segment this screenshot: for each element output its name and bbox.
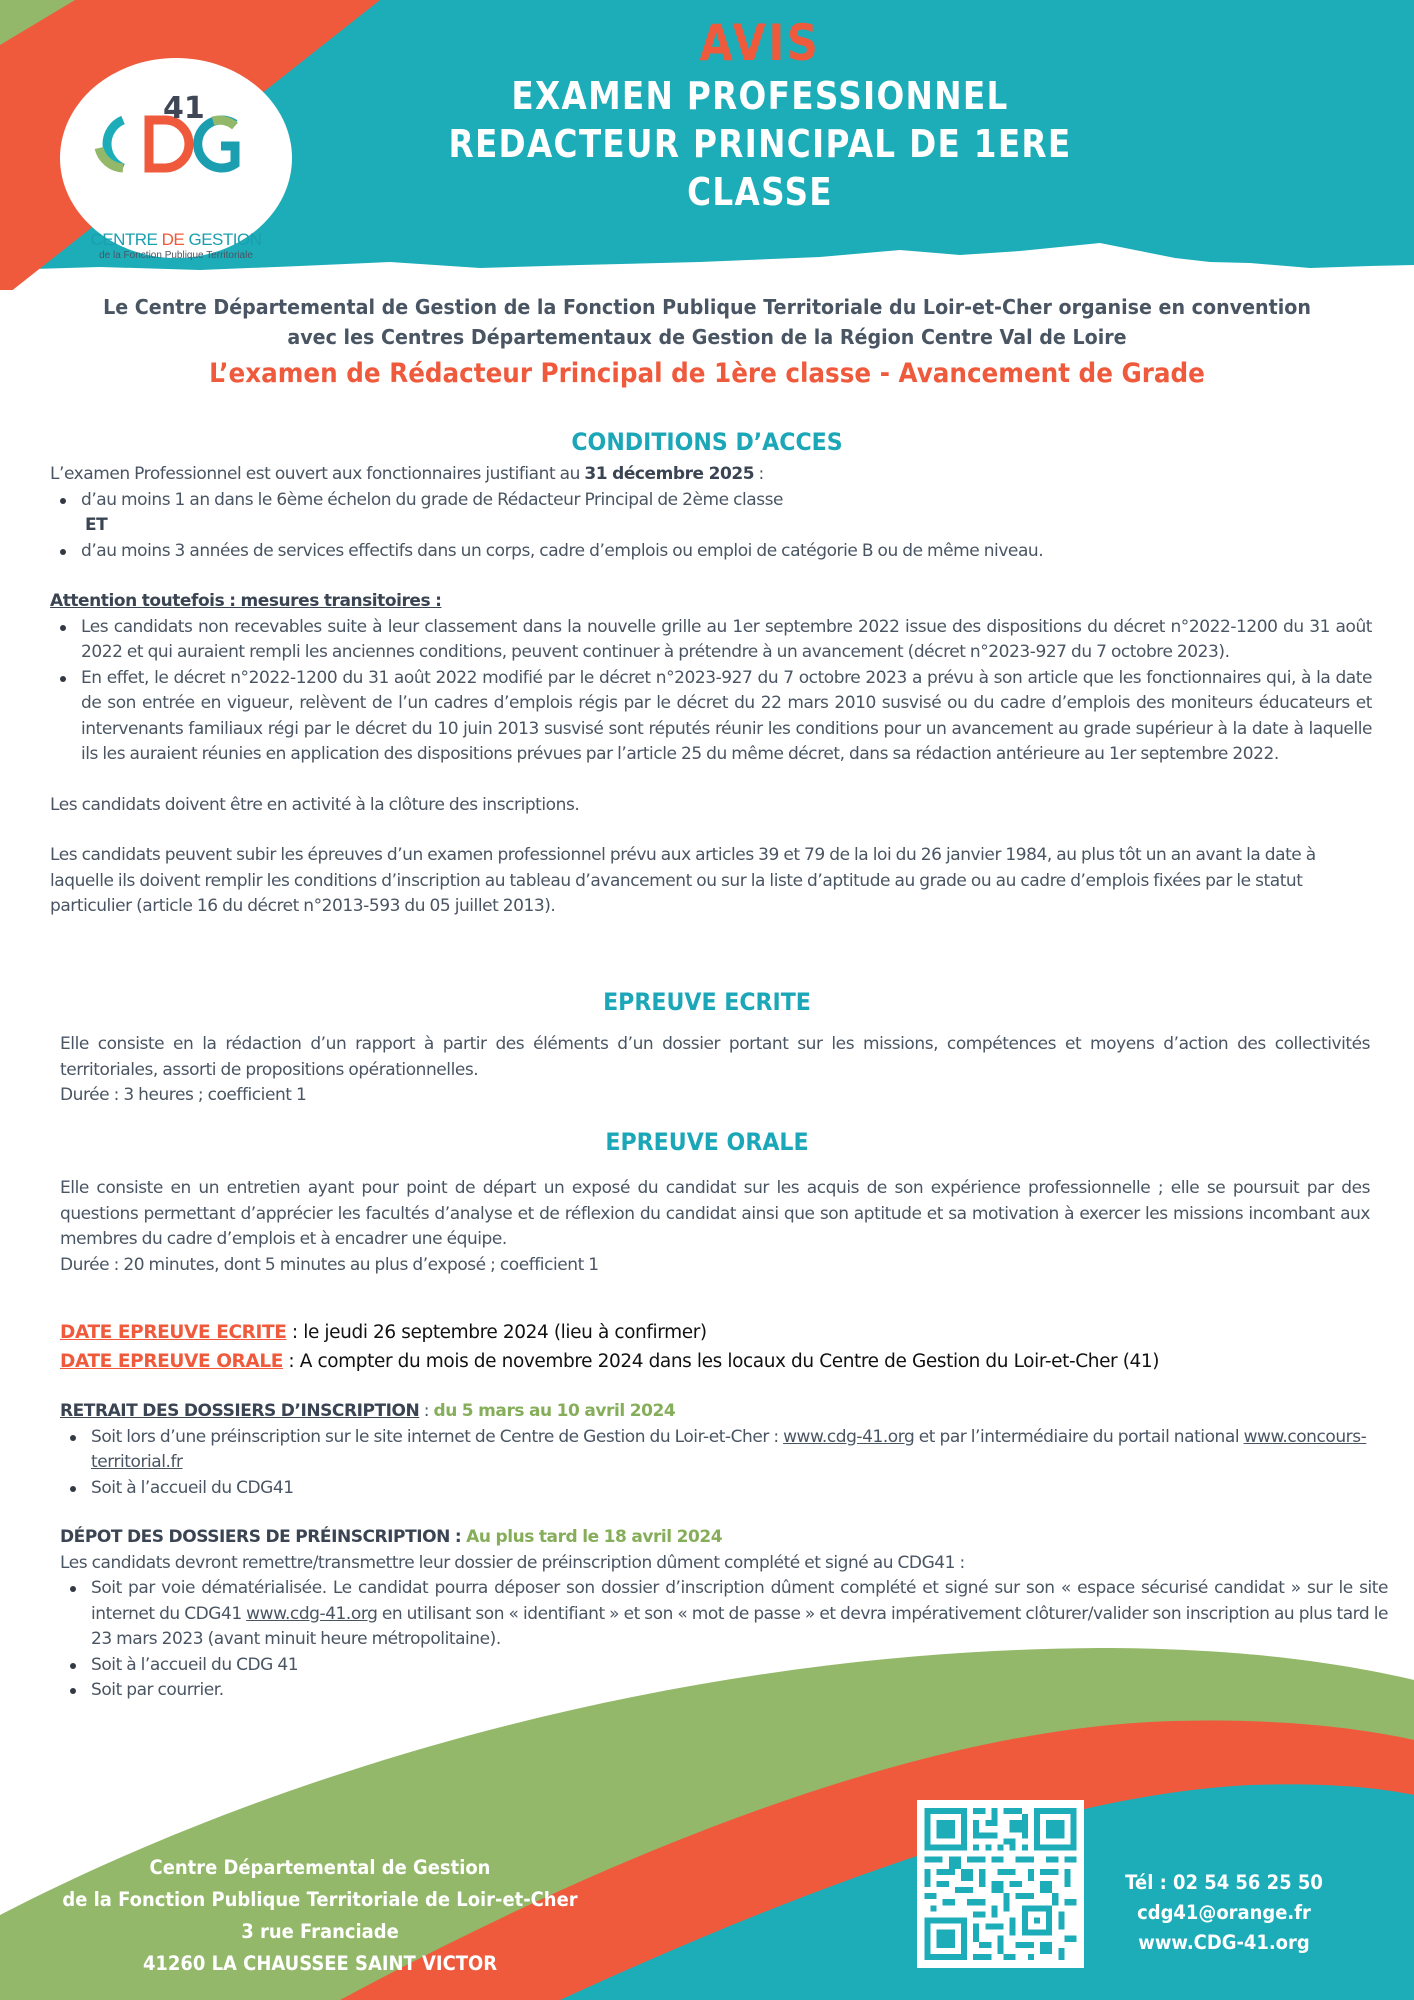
condition-item: d’au moins 1 an dans le 6ème échelon du grade de Rédacteur Principal de 2ème classe bbox=[50, 488, 1390, 514]
exam-title-line-1: EXAMEN PROFESSIONNEL bbox=[511, 74, 1009, 118]
deposit-deadline: Au plus tard le 18 avril 2024 bbox=[461, 1527, 723, 1547]
header-banner bbox=[0, 0, 1414, 290]
oral-exam-duration: Durée : 20 minutes, dont 5 minutes au plus d’exposé ; coefficient 1 bbox=[60, 1254, 599, 1275]
notice-title: AVIS bbox=[699, 14, 821, 72]
written-exam-title: EPREUVE ECRITE bbox=[603, 988, 811, 1016]
phone-number: Tél : 02 54 56 25 50 bbox=[1125, 1871, 1323, 1894]
withdrawal-section bbox=[60, 1399, 1390, 1501]
conditions-list bbox=[50, 488, 1390, 514]
logo-name: CENTRE DE GESTION bbox=[90, 230, 262, 249]
exam-headline: L’examen de Rédacteur Principal de 1ère classe - Avancement de Grade bbox=[209, 358, 1205, 389]
withdrawal-item: Soit à l’accueil du CDG41 bbox=[60, 1476, 1390, 1502]
intro-line-2: avec les Centres Départementaux de Gestion de la Région Centre Val de Loire bbox=[287, 325, 1127, 349]
oral-exam-date bbox=[60, 1347, 1390, 1376]
conditions-lead: L’examen Professionnel est ouvert aux fonctionnaires justifiant au 31 décembre 2025 : bbox=[50, 464, 764, 484]
concours-territorial-link[interactable]: www.concours-territorial.fr bbox=[91, 1426, 1367, 1472]
title-block bbox=[360, 14, 1160, 216]
qr-code-icon[interactable] bbox=[917, 1800, 1084, 1968]
svg-text:41: 41 bbox=[163, 91, 205, 126]
address-line: Centre Départemental de Gestion bbox=[149, 1856, 491, 1879]
footer-contact bbox=[1110, 1868, 1338, 1958]
intro bbox=[40, 292, 1374, 394]
deposit-title: DÉPOT DES DOSSIERS DE PRÉINSCRIPTION : bbox=[60, 1527, 462, 1547]
oral-exam-title: EPREUVE ORALE bbox=[605, 1128, 809, 1156]
withdrawal-period: du 5 mars au 10 avril 2024 bbox=[433, 1401, 676, 1421]
cdg41-website-link[interactable]: www.cdg-41.org bbox=[246, 1603, 378, 1624]
cdg41-logo-icon bbox=[85, 90, 265, 180]
deposit-item: Soit à l’accueil du CDG 41 bbox=[60, 1653, 1388, 1679]
activity-note: Les candidats doivent être en activité à la clôture des inscriptions. bbox=[50, 794, 580, 815]
written-exam-duration: Durée : 3 heures ; coefficient 1 bbox=[60, 1085, 307, 1105]
deposit-lead: Les candidats devront remettre/transmettre leur dossier de préinscription dûment complété et signé au CDG41 : bbox=[60, 1552, 965, 1573]
exam-title-line-3: CLASSE bbox=[687, 170, 833, 214]
logo-badge bbox=[60, 58, 292, 261]
withdrawal-item: Soit lors d’une préinscription sur le site internet de Centre de Gestion du Loir-et-Cher : www.cdg-41.org et par l’intermédiaire du portail national www.concours-territorial.fr bbox=[60, 1425, 1390, 1476]
attention-title: Attention toutefois : mesures transitoires : bbox=[50, 591, 442, 611]
written-date-label: DATE EPREUVE ECRITE bbox=[60, 1322, 287, 1343]
website-url[interactable]: www.CDG-41.org bbox=[1138, 1931, 1310, 1954]
condition-item: d’au moins 3 années de services effectifs dans un corps, cadre d’emplois ou emploi de catégorie B ou de même niveau. bbox=[50, 539, 1390, 565]
transitional-list bbox=[50, 615, 1372, 768]
conditions-title: CONDITIONS D’ACCES bbox=[571, 428, 843, 456]
oral-exam-section bbox=[60, 1176, 1370, 1278]
exam-title-line-2: REDACTEUR PRINCIPAL DE 1ERE bbox=[448, 122, 1072, 166]
email-address[interactable]: cdg41@orange.fr bbox=[1137, 1901, 1311, 1924]
withdrawal-list bbox=[60, 1425, 1390, 1502]
deposit-item: Soit par courrier. bbox=[60, 1678, 1388, 1704]
cdg41-website-link[interactable]: www.cdg-41.org bbox=[783, 1426, 915, 1447]
written-exam-date bbox=[60, 1318, 1390, 1347]
oral-date-label: DATE EPREUVE ORALE bbox=[60, 1351, 283, 1372]
withdrawal-title: RETRAIT DES DOSSIERS D’INSCRIPTION bbox=[60, 1401, 420, 1421]
deposit-item: Soit par voie dématérialisée. Le candidat pourra déposer son dossier d’inscription dûment complété et signé sur son « espace sécurisé candidat » sur le site internet du CDG41 www.cdg-41.org en utilisant son « identifiant » et son « mot de passe » et devra impérativement clôturer/valider son inscription au plus tard le 23 mars 2023 (avant minuit heure métropolitaine). bbox=[60, 1576, 1388, 1653]
deadline-date: 31 décembre 2025 bbox=[584, 464, 755, 484]
deposit-heading bbox=[60, 1525, 1390, 1551]
address-line: de la Fonction Publique Territoriale de Loir-et-Cher bbox=[62, 1888, 578, 1911]
dates-section bbox=[60, 1318, 1390, 1376]
transitional-item: En effet, le décret n°2022-1200 du 31 août 2022 modifié par le décret n°2023-927 du 7 octobre 2023 a prévu à son article que les fonctionnaires qui, à la date de son entrée en vigueur, relèvent de l’un cadres d’emplois régis par le décret du 22 mars 2010 susvisé ou du cadre d’emplois des moniteurs éducateurs et intervenants familiaux régi par le décret du 10 juin 2013 susvisé sont réputés réunir les conditions pour un avancement au grade supérieur à la date à laquelle ils les auraient réunies en application des dispositions prévues par l’article 25 du même décret, dans sa rédaction antérieure au 1er septembre 2022. bbox=[50, 666, 1372, 768]
transitional-item: Les candidats non recevables suite à leur classement dans la nouvelle grille au 1er septembre 2022 issue des dispositions du décret n°2022-1200 du 31 août 2022 et qui auraient rempli les anciennes conditions, peuvent continuer à prétendre à un avancement (décret n°2023-927 du 7 octobre 2023). bbox=[50, 615, 1372, 666]
withdrawal-heading: RETRAIT DES DOSSIERS D’INSCRIPTION : du 5 mars au 10 avril 2024 bbox=[60, 1401, 676, 1421]
and-label: ET bbox=[85, 515, 108, 535]
intro-line-1: Le Centre Départemental de Gestion de la Fonction Publique Territoriale du Loir-et-Cher organise en convention bbox=[103, 295, 1311, 319]
address-line: 41260 LA CHAUSSEE SAINT VICTOR bbox=[142, 1952, 498, 1975]
oral-exam-description: Elle consiste en un entretien ayant pour point de départ un exposé du candidat sur les acquis de son expérience professionnelle ; elle se poursuit par des questions permettant d’apprécier les facultés d’analyse et de réflexion du candidat ainsi que son aptitude et sa motivation à exercer les missions incombant aux membres du cadre d’emplois et à encadrer une équipe. bbox=[60, 1178, 1370, 1249]
logo-subtitle: de la Fonction Publique Territoriale bbox=[99, 250, 253, 261]
written-exam-section bbox=[60, 1032, 1370, 1109]
anticipation-note: Les candidats peuvent subir les épreuves d’un examen professionnel prévu aux articles 39 et 79 de la loi du 26 janvier 1984, au plus tôt un an avant la date à laquelle ils doivent remplir les conditions d’inscription au tableau d’avancement ou sur la liste d’aptitude au grade ou au cadre d’emplois fixées par le statut particulier (article 16 du décret n°2013-593 du 05 juillet 2013). bbox=[50, 845, 1316, 916]
qr-code-pattern bbox=[924, 1808, 1077, 1960]
written-date-value: : le jeudi 26 septembre 2024 (lieu à confirmer) bbox=[286, 1322, 707, 1343]
oral-date-value: : A compter du mois de novembre 2024 dans les locaux du Centre de Gestion du Loir-et-Cher (41) bbox=[282, 1351, 1160, 1372]
conditions-section bbox=[50, 462, 1390, 920]
footer-address bbox=[44, 1852, 596, 1980]
conditions-list-2 bbox=[50, 539, 1390, 565]
written-exam-description: Elle consiste en la rédaction d’un rapport à partir des éléments d’un dossier portant sur les missions, compétences et moyens d’action des collectivités territoriales, assorti de propositions opérationnelles. bbox=[60, 1034, 1370, 1080]
address-line: 3 rue Franciade bbox=[241, 1920, 399, 1943]
